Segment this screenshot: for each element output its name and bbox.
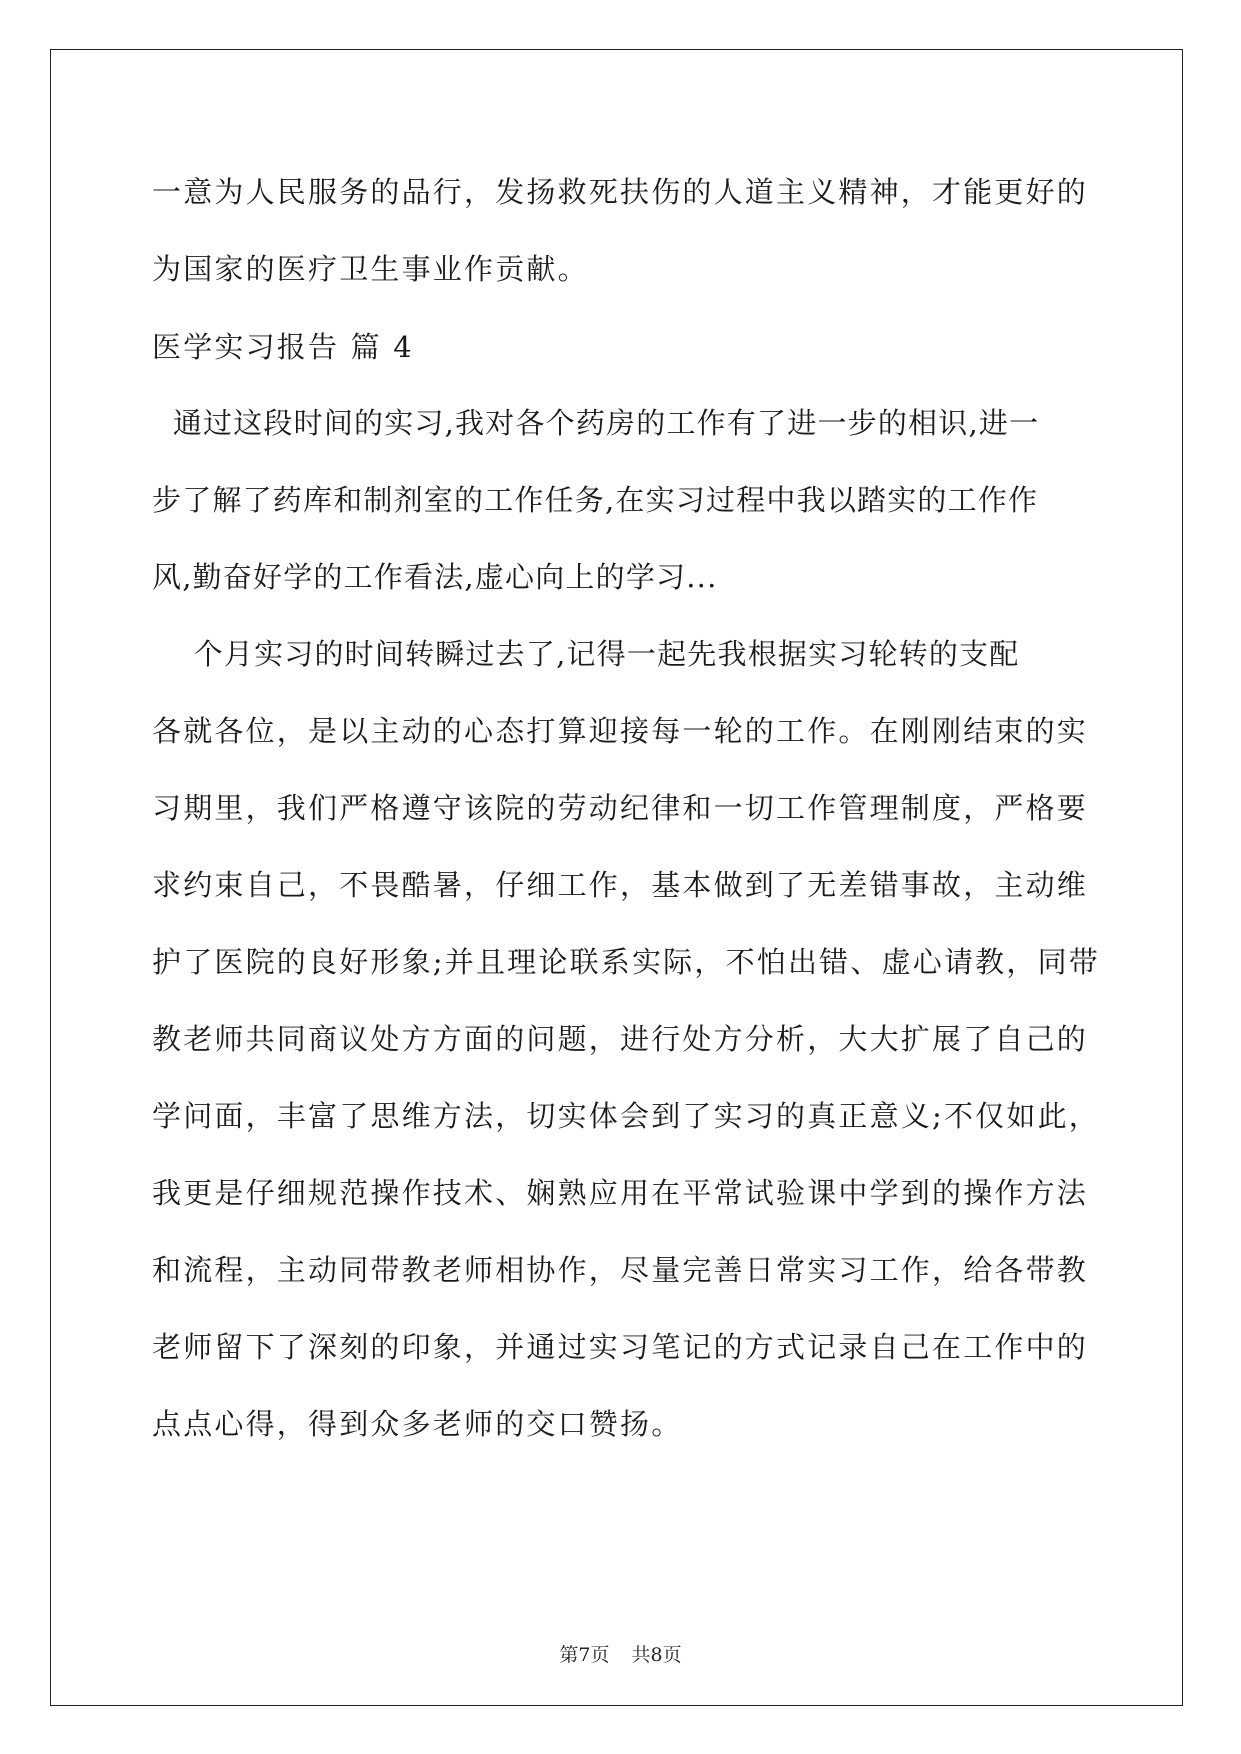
- text-line: 学问面，丰富了思维方法，切实体会到了实习的真正意义;不仅如此，: [152, 1099, 1100, 1133]
- text-line: 点点心得，得到众多老师的交口赞扬。: [152, 1407, 683, 1441]
- text-line: 一意为人民服务的品行，发扬救死扶伤的人道主义精神，才能更好的: [152, 175, 1089, 209]
- text-line: 和流程，主动同带教老师相协作，尽量完善日常实习工作，给各带教: [152, 1253, 1089, 1287]
- text-line: 步了解了药库和制剂室的工作任务,在实习过程中我以踏实的工作作: [152, 483, 1039, 517]
- text-line: 为国家的医疗卫生事业作贡献。: [152, 252, 589, 286]
- page-number-current: 第7页: [559, 1644, 610, 1666]
- text-line: 风,勤奋好学的工作看法,虚心向上的学习...: [152, 560, 718, 594]
- page-number-total: 共8页: [631, 1644, 682, 1666]
- text-line: 个月实习的时间转瞬过去了,记得一起先我根据实习轮转的支配: [152, 637, 1020, 671]
- text-line: 各就各位，是以主动的心态打算迎接每一轮的工作。在刚刚结束的实: [152, 714, 1089, 748]
- text-line: 通过这段时间的实习,我对各个药房的工作有了进一步的相识,进一: [152, 406, 1040, 440]
- section-heading: 医学实习报告 篇 4: [152, 330, 414, 364]
- text-line: 教老师共同商议处方方面的问题，进行处方分析，大大扩展了自己的: [152, 1022, 1089, 1056]
- text-line: 求约束自己，不畏酷暑，仔细工作，基本做到了无差错事故，主动维: [152, 868, 1089, 902]
- text-line: 我更是仔细规范操作技术、娴熟应用在平常试验课中学到的操作方法: [152, 1176, 1089, 1210]
- text-line: 护了医院的良好形象;并且理论联系实际，不怕出错、虚心请教，同带: [152, 945, 1100, 979]
- text-line: 习期里，我们严格遵守该院的劳动纪律和一切工作管理制度，严格要: [152, 791, 1089, 825]
- text-line: 老师留下了深刻的印象，并通过实习笔记的方式记录自己在工作中的: [152, 1330, 1089, 1364]
- page-footer: [0, 1643, 1241, 1667]
